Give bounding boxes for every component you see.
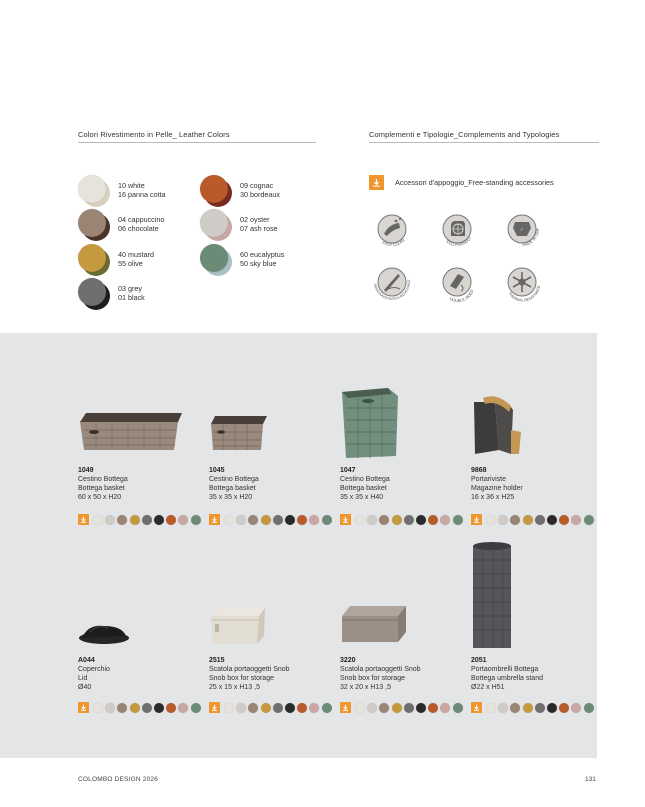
color-dot[interactable] xyxy=(416,515,426,525)
color-dot[interactable] xyxy=(93,515,103,525)
color-dot[interactable] xyxy=(130,703,140,713)
eco-friendly-icon xyxy=(434,206,480,252)
color-dot[interactable] xyxy=(142,703,152,713)
download-arrow-icon[interactable] xyxy=(209,702,220,713)
color-dot[interactable] xyxy=(392,515,402,525)
download-arrow-icon[interactable] xyxy=(471,702,482,713)
product-code: 3220 xyxy=(340,657,356,664)
leather-swatch-icon xyxy=(78,278,108,308)
product-size: 35 x 35 x H20 xyxy=(209,494,253,501)
color-dot[interactable] xyxy=(248,703,258,713)
abrasion-scratch-resistance-icon xyxy=(369,259,415,305)
color-dot[interactable] xyxy=(486,703,496,713)
colors-section-title: Colori Rivestimento in Pelle_ Leather Colors xyxy=(78,130,230,139)
color-dot[interactable] xyxy=(440,703,450,713)
product-size: 25 x 15 x H13 ,5 xyxy=(209,684,260,691)
download-arrow-icon[interactable] xyxy=(78,702,89,713)
color-dot[interactable] xyxy=(236,703,246,713)
badge-label: THERMAL RESISTANCE xyxy=(507,285,542,303)
color-dot[interactable] xyxy=(355,703,365,713)
color-dot[interactable] xyxy=(191,703,201,713)
color-dot[interactable] xyxy=(559,703,569,713)
color-dot[interactable] xyxy=(236,515,246,525)
color-dot[interactable] xyxy=(117,703,127,713)
product-name-it: Coperchio xyxy=(78,666,110,673)
product-code: 2515 xyxy=(209,657,225,664)
complements-section-title: Complementi e Tipologie_Complements and Typologies xyxy=(369,130,560,139)
product-name-it: Scatola portaoggetti Snob xyxy=(209,666,290,673)
color-dot[interactable] xyxy=(191,515,201,525)
accessories-label: Accessori d'appoggio_Free-standing accessories xyxy=(395,178,554,187)
swatch-grey-black xyxy=(78,278,145,308)
swatch-label-line1: 60 eucalyptus xyxy=(240,249,285,259)
leather-swatch-icon xyxy=(200,175,230,205)
color-dot[interactable] xyxy=(117,515,127,525)
download-arrow-icon[interactable] xyxy=(209,514,220,525)
product-name-en: Snob box for storage xyxy=(340,675,405,682)
product-size: 32 x 20 x H13 ,5 xyxy=(340,684,391,691)
color-dot[interactable] xyxy=(440,515,450,525)
color-dot[interactable] xyxy=(523,703,533,713)
product-size: 35 x 35 x H40 xyxy=(340,494,384,501)
cream-box-image xyxy=(209,540,334,635)
product-code: 1045 xyxy=(209,467,225,474)
page-number: 131 xyxy=(585,776,596,783)
color-options xyxy=(209,702,334,713)
product-name-it: Portaombrelli Bottega xyxy=(471,666,539,673)
swatch-label-line2: 50 sky blue xyxy=(240,259,277,268)
color-dot[interactable] xyxy=(510,703,520,713)
product-name-en: Bottega basket xyxy=(209,485,256,492)
product-code: 9868 xyxy=(471,467,487,474)
color-dot[interactable] xyxy=(355,515,365,525)
product-code: 1047 xyxy=(340,467,356,474)
color-dot[interactable] xyxy=(416,703,426,713)
made-in-germany-icon xyxy=(499,206,545,252)
swatch-label-line2: 06 chocolate xyxy=(118,224,159,233)
swatch-label-line2: 07 ash rose xyxy=(240,224,278,233)
color-dot[interactable] xyxy=(154,703,164,713)
swatch-label-line1: 02 oyster xyxy=(240,214,270,224)
color-dot[interactable] xyxy=(142,515,152,525)
color-options xyxy=(340,514,465,525)
leather-swatch-icon xyxy=(200,209,230,239)
swatch-label-line2: 01 black xyxy=(118,293,145,302)
product-size: 60 x 50 x H20 xyxy=(78,494,122,501)
color-dot[interactable] xyxy=(392,703,402,713)
color-dot[interactable] xyxy=(285,703,295,713)
swatch-white-panna-cotta xyxy=(78,175,166,205)
taupe-box-image xyxy=(340,540,465,635)
swatch-eucalyptus-sky-blue xyxy=(200,244,284,274)
badge-label: ABRASION/SCRATCH RESISTANCE xyxy=(373,279,412,302)
color-dot[interactable] xyxy=(379,515,389,525)
magazine-holder-image xyxy=(471,350,596,445)
color-dot[interactable] xyxy=(224,515,234,525)
color-dot[interactable] xyxy=(93,703,103,713)
badge-label: EASY CLEAN xyxy=(381,237,406,248)
product-name-it: Portariviste xyxy=(471,476,507,483)
accessories-row xyxy=(369,175,554,190)
tall-green-basket-image xyxy=(340,350,465,445)
color-dot[interactable] xyxy=(105,515,115,525)
color-dot[interactable] xyxy=(428,515,438,525)
product-name-en: Snob box for storage xyxy=(209,675,274,682)
badge-label: ECO FRIENDLY xyxy=(445,235,473,248)
swatch-mustard-olive xyxy=(78,244,154,274)
color-options xyxy=(471,702,596,713)
swatch-label-line2: 30 bordeaux xyxy=(240,190,280,199)
product-code: A044 xyxy=(78,657,95,664)
swatch-label-line1: 04 cappuccino xyxy=(118,214,165,224)
swatch-label-line1: 10 white xyxy=(118,180,145,190)
color-dot[interactable] xyxy=(428,703,438,713)
product-name-it: Cestino Bottega xyxy=(340,476,390,483)
svg-text:✓: ✓ xyxy=(519,227,525,233)
color-dot[interactable] xyxy=(453,515,463,525)
color-options xyxy=(78,702,203,713)
leather-swatch-icon xyxy=(200,244,230,274)
color-options xyxy=(78,514,203,525)
product-code: 1049 xyxy=(78,467,94,474)
product-name-en: Bottega umbrella stand xyxy=(471,675,543,682)
color-dot[interactable] xyxy=(367,515,377,525)
color-dot[interactable] xyxy=(166,515,176,525)
color-dot[interactable] xyxy=(453,703,463,713)
color-dot[interactable] xyxy=(105,703,115,713)
color-dot[interactable] xyxy=(309,515,319,525)
product-name-en: Lid xyxy=(78,675,88,682)
product-code: 2051 xyxy=(471,657,487,664)
swatch-cappuccino-chocolate xyxy=(78,209,164,239)
umbrella-stand-image xyxy=(471,520,596,632)
color-dot[interactable] xyxy=(367,703,377,713)
swatch-label-line1: 03 grey xyxy=(118,283,142,293)
low-woven-basket-image xyxy=(78,350,203,445)
color-dot[interactable] xyxy=(297,515,307,525)
complements-section-divider xyxy=(369,142,599,143)
color-dot[interactable] xyxy=(130,515,140,525)
double-sided-icon xyxy=(434,259,480,305)
color-dot[interactable] xyxy=(404,703,414,713)
color-dot[interactable] xyxy=(379,703,389,713)
product-size: 16 x 36 x H25 xyxy=(471,494,515,501)
product-name-en: Bottega basket xyxy=(340,485,387,492)
color-dot[interactable] xyxy=(273,515,283,525)
leather-swatch-icon xyxy=(78,244,108,274)
download-arrow-icon[interactable] xyxy=(340,702,351,713)
badge-label: DOUBLE SIDED xyxy=(448,288,475,304)
swatch-cognac-bordeaux xyxy=(200,175,280,205)
color-dot[interactable] xyxy=(297,703,307,713)
swatch-oyster-ash-rose xyxy=(200,209,278,239)
color-dot[interactable] xyxy=(322,515,332,525)
color-dot[interactable] xyxy=(273,703,283,713)
color-dot[interactable] xyxy=(166,703,176,713)
color-dot[interactable] xyxy=(224,703,234,713)
thermal-resistance-icon xyxy=(499,259,545,305)
download-arrow-icon[interactable] xyxy=(78,514,89,525)
color-options xyxy=(209,514,334,525)
color-dot[interactable] xyxy=(404,515,414,525)
color-dot[interactable] xyxy=(285,515,295,525)
color-dot[interactable] xyxy=(178,703,188,713)
color-dot[interactable] xyxy=(584,703,594,713)
color-dot[interactable] xyxy=(571,703,581,713)
product-size: Ø40 xyxy=(78,684,92,691)
badge-label: MADE IN GER xyxy=(521,228,541,248)
leather-swatch-icon xyxy=(78,175,108,205)
color-options xyxy=(340,702,465,713)
product-size: Ø22 x H51 xyxy=(471,684,505,691)
color-dot[interactable] xyxy=(535,703,545,713)
download-arrow-icon[interactable] xyxy=(369,175,384,190)
color-dot[interactable] xyxy=(261,515,271,525)
product-name-it: Cestino Bottega xyxy=(209,476,259,483)
color-dot[interactable] xyxy=(322,703,332,713)
product-name-it: Scatola portaoggetti Snob xyxy=(340,666,421,673)
color-dot[interactable] xyxy=(309,703,319,713)
download-arrow-icon[interactable] xyxy=(340,514,351,525)
product-name-en: Bottega basket xyxy=(78,485,125,492)
color-dot[interactable] xyxy=(154,515,164,525)
product-name-en: Magazine holder xyxy=(471,485,523,492)
leather-swatch-icon xyxy=(78,209,108,239)
easy-clean-icon xyxy=(369,206,415,252)
swatch-label-line2: 16 panna cotta xyxy=(118,190,166,199)
swatch-label-line1: 09 cognac xyxy=(240,180,274,190)
round-lid-image xyxy=(78,540,203,635)
color-dot[interactable] xyxy=(178,515,188,525)
small-woven-basket-image xyxy=(209,350,334,445)
color-dot[interactable] xyxy=(248,515,258,525)
product-name-it: Cestino Bottega xyxy=(78,476,128,483)
color-dot[interactable] xyxy=(498,703,508,713)
colors-section-divider xyxy=(78,142,316,143)
color-dot[interactable] xyxy=(261,703,271,713)
color-dot[interactable] xyxy=(547,703,557,713)
footer-brand: COLOMBO DESIGN 2026 xyxy=(78,776,159,783)
swatch-label-line2: 55 olive xyxy=(118,259,143,268)
swatch-label-line1: 40 mustard xyxy=(118,249,154,259)
